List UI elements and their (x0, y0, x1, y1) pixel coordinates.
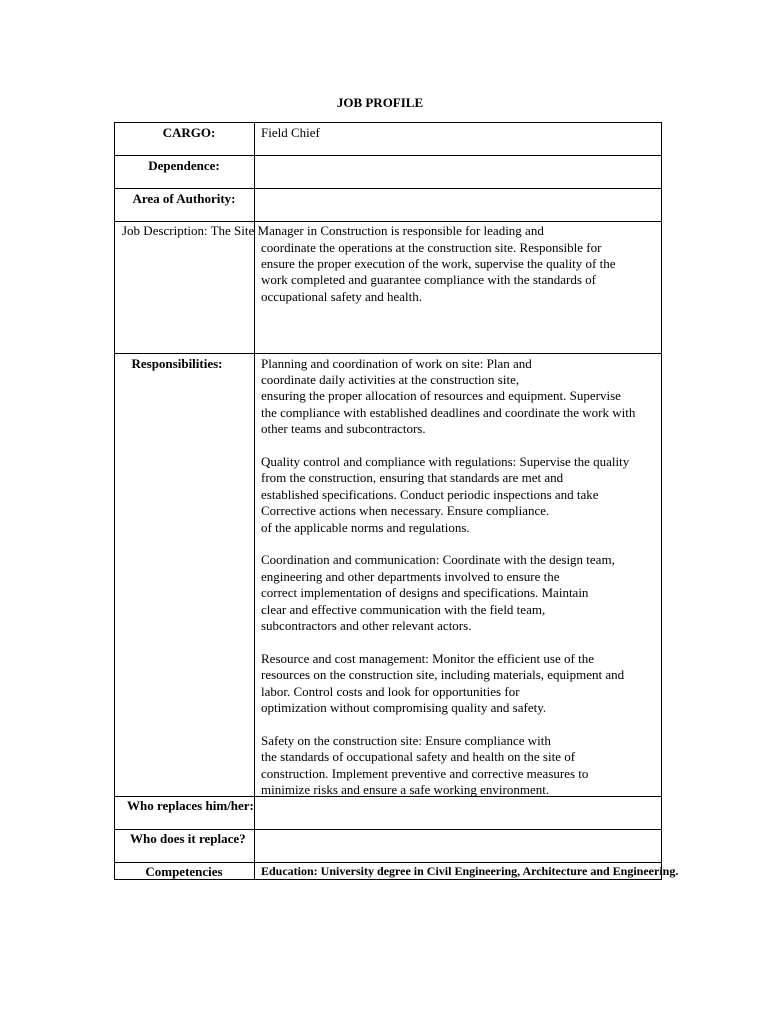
replaces-label: Who does it replace? (130, 831, 246, 846)
row-divider (114, 221, 662, 222)
competencies-value: Education: University degree in Civil Engineering, Architecture and Engineering. (261, 864, 679, 878)
responsibilities-label: Responsibilities: (131, 356, 223, 371)
replaced-by-label: Who replaces him/her: (127, 798, 254, 813)
responsibility-paragraph: Coordination and communication: Coordinate with the design team, engineering and other departments involved to ensure the correct implementation of designs and specifications. Maintain clear and effective communication with the field team, subcontractors and other relevant actors. (261, 552, 615, 633)
responsibility-paragraph: Quality control and compliance with regulations: Supervise the quality from the construction, ensuring that standards are met and established specifications. Conduct periodic inspections and take Corrective actions when necessary. Ensure compliance. of the applicable norms and regulations. (261, 453, 630, 535)
responsibility-paragraph: Resource and cost management: Monitor the efficient use of the resources on the construction site, including materials, equipment and labor. Control costs and look for opportunities for optimization without compromising quality and safety. (261, 650, 625, 715)
competencies-label: Competencies (145, 864, 223, 879)
row-divider (114, 353, 662, 354)
job-description-text: coordinate the operations at the construction site. Responsible for ensure the proper execution of the work, supervise the quality of the work completed and guarantee compliance with the standards of occupational safety and health. (261, 239, 616, 304)
row-divider (114, 155, 662, 156)
cargo-label: CARGO: (162, 125, 216, 140)
row-divider (114, 862, 662, 863)
dependence-label: Dependence: (148, 158, 220, 173)
responsibilities-text (261, 356, 635, 815)
authority-label: Area of Authority: (132, 191, 236, 206)
page-title: JOB PROFILE (336, 95, 424, 110)
row-divider (114, 829, 662, 830)
row-divider (114, 188, 662, 189)
responsibility-paragraph: Safety on the construction site: Ensure compliance with the standards of occupational safety and health on the site of construction. Implement preventive and corrective measures to minimize risks and ensure a safe working environment. (261, 732, 589, 797)
cargo-value: Field Chief (261, 125, 320, 140)
table-border-left (114, 122, 115, 880)
job-description-first-line: Job Description: The Site Manager in Construction is responsible for leading and (122, 223, 544, 238)
table-border-right (661, 122, 662, 880)
table-border-top (114, 122, 662, 123)
responsibility-paragraph: Planning and coordination of work on site: Plan and coordinate daily activities at the construction site, ensuring the proper allocation of resources and equipment. Supervise the compliance with established deadlines and coordinate the work with other teams and subcontractors. (261, 355, 636, 437)
